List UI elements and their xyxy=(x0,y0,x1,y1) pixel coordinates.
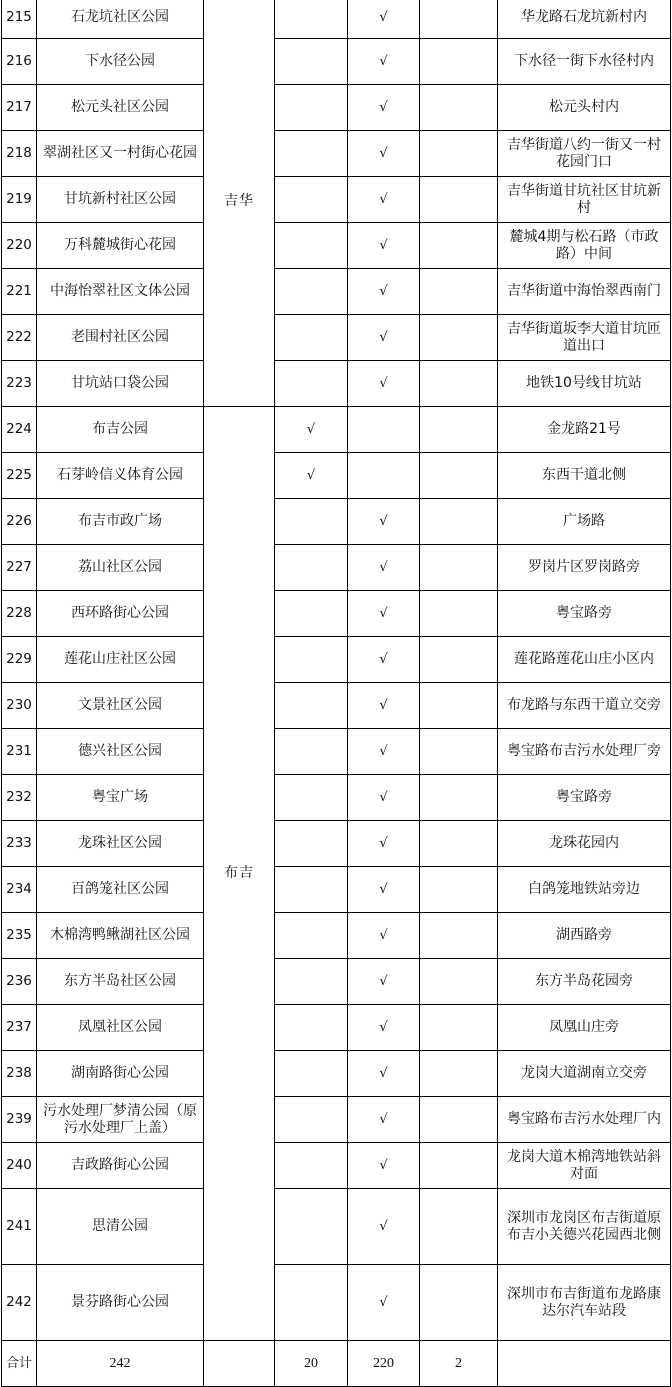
community-park-check: √ xyxy=(348,0,420,39)
park-name: 中海怡翠社区文体公园 xyxy=(37,269,204,315)
table-row xyxy=(2,913,671,959)
park-location: 松元头村内 xyxy=(498,85,671,131)
community-park-check: √ xyxy=(348,361,420,407)
table-row xyxy=(2,867,671,913)
table-row xyxy=(2,637,671,683)
table-row xyxy=(2,131,671,177)
row-number: 215 xyxy=(2,0,37,39)
table-row xyxy=(2,959,671,1005)
row-number: 238 xyxy=(2,1051,37,1097)
city-park-check xyxy=(275,1265,348,1341)
park-location: 凤凰山庄旁 xyxy=(498,1005,671,1051)
community-park-check: √ xyxy=(348,1189,420,1265)
table-row xyxy=(2,1189,671,1265)
park-location: 莲花路莲花山庄小区内 xyxy=(498,637,671,683)
city-park-check xyxy=(275,361,348,407)
park-location: 粤宝路布吉污水处理厂内 xyxy=(498,1097,671,1143)
community-park-check: √ xyxy=(348,269,420,315)
park-name: 荔山社区公园 xyxy=(37,545,204,591)
table-row xyxy=(2,361,671,407)
other-park-cell xyxy=(420,1143,498,1189)
park-location: 下水径一街下水径村内 xyxy=(498,39,671,85)
row-number: 225 xyxy=(2,453,37,499)
community-park-check: √ xyxy=(348,637,420,683)
community-park-check: √ xyxy=(348,913,420,959)
community-park-check: √ xyxy=(348,729,420,775)
city-park-check xyxy=(275,269,348,315)
table-row xyxy=(2,0,671,39)
total-label: 合计 xyxy=(2,1341,37,1387)
park-name: 百鸽笼社区公园 xyxy=(37,867,204,913)
table-row xyxy=(2,499,671,545)
community-park-check: √ xyxy=(348,177,420,223)
table-row xyxy=(2,1097,671,1143)
other-park-cell xyxy=(420,223,498,269)
community-park-check: √ xyxy=(348,499,420,545)
table-row xyxy=(2,545,671,591)
park-name: 湖南路街心公园 xyxy=(37,1051,204,1097)
park-location: 华龙路石龙坑新村内 xyxy=(498,0,671,39)
table-row xyxy=(2,453,671,499)
park-name: 龙珠社区公园 xyxy=(37,821,204,867)
park-name: 西环路街心公园 xyxy=(37,591,204,637)
row-number: 230 xyxy=(2,683,37,729)
table-row xyxy=(2,269,671,315)
row-number: 224 xyxy=(2,407,37,453)
park-name: 吉政路街心公园 xyxy=(37,1143,204,1189)
row-number: 233 xyxy=(2,821,37,867)
city-park-check xyxy=(275,131,348,177)
city-park-check xyxy=(275,315,348,361)
community-park-check: √ xyxy=(348,1143,420,1189)
other-park-cell xyxy=(420,131,498,177)
park-location: 罗岗片区罗岗路旁 xyxy=(498,545,671,591)
other-park-cell xyxy=(420,591,498,637)
park-location: 广场路 xyxy=(498,499,671,545)
other-park-cell xyxy=(420,361,498,407)
table-row xyxy=(2,1265,671,1341)
other-park-cell xyxy=(420,959,498,1005)
total-other-parks: 2 xyxy=(420,1341,498,1387)
table-row xyxy=(2,775,671,821)
park-table xyxy=(1,0,671,1387)
row-number: 241 xyxy=(2,1189,37,1265)
park-location: 麓城4期与松石路（市政路）中间 xyxy=(498,223,671,269)
row-number: 232 xyxy=(2,775,37,821)
community-park-check: √ xyxy=(348,867,420,913)
city-park-check xyxy=(275,959,348,1005)
table-row xyxy=(2,315,671,361)
park-name: 凤凰社区公园 xyxy=(37,1005,204,1051)
park-location: 深圳市龙岗区布吉街道原布吉小关德兴花园西北侧 xyxy=(498,1189,671,1265)
total-location-cell xyxy=(498,1341,671,1387)
park-location: 粤宝路旁 xyxy=(498,775,671,821)
city-park-check xyxy=(275,729,348,775)
table-row xyxy=(2,591,671,637)
park-location: 地铁10号线甘坑站 xyxy=(498,361,671,407)
other-park-cell xyxy=(420,1051,498,1097)
park-location: 深圳市布吉街道布龙路康达尔汽车站段 xyxy=(498,1265,671,1341)
table-row xyxy=(2,39,671,85)
row-number: 227 xyxy=(2,545,37,591)
community-park-check: √ xyxy=(348,1005,420,1051)
park-name: 翠湖社区又一村街心花园 xyxy=(37,131,204,177)
community-park-check: √ xyxy=(348,39,420,85)
total-city-parks: 20 xyxy=(275,1341,348,1387)
park-name: 莲花山庄社区公园 xyxy=(37,637,204,683)
other-park-cell xyxy=(420,913,498,959)
other-park-cell xyxy=(420,499,498,545)
community-park-check: √ xyxy=(348,775,420,821)
other-park-cell xyxy=(420,729,498,775)
other-park-cell xyxy=(420,453,498,499)
row-number: 228 xyxy=(2,591,37,637)
park-location: 东西干道北侧 xyxy=(498,453,671,499)
park-name: 污水处理厂梦清公园（原污水处理厂上盖） xyxy=(37,1097,204,1143)
park-name: 石芽岭信义体育公园 xyxy=(37,453,204,499)
total-count: 242 xyxy=(37,1341,204,1387)
table-row xyxy=(2,177,671,223)
city-park-check: √ xyxy=(275,453,348,499)
park-name: 布吉公园 xyxy=(37,407,204,453)
community-park-check: √ xyxy=(348,1265,420,1341)
park-location: 吉华街道坂李大道甘坑匝道出口 xyxy=(498,315,671,361)
other-park-cell xyxy=(420,775,498,821)
city-park-check xyxy=(275,1005,348,1051)
park-location: 粤宝路布吉污水处理厂旁 xyxy=(498,729,671,775)
row-number: 217 xyxy=(2,85,37,131)
city-park-check xyxy=(275,1189,348,1265)
row-number: 234 xyxy=(2,867,37,913)
other-park-cell xyxy=(420,407,498,453)
park-name: 景芬路街心公园 xyxy=(37,1265,204,1341)
park-name: 石龙坑社区公园 xyxy=(37,0,204,39)
park-name: 老围村社区公园 xyxy=(37,315,204,361)
park-location: 东方半岛花园旁 xyxy=(498,959,671,1005)
other-park-cell xyxy=(420,39,498,85)
city-park-check xyxy=(275,1143,348,1189)
park-location: 龙珠花园内 xyxy=(498,821,671,867)
city-park-check xyxy=(275,499,348,545)
row-number: 240 xyxy=(2,1143,37,1189)
park-location: 吉华街道甘坑社区甘坑新村 xyxy=(498,177,671,223)
other-park-cell xyxy=(420,1005,498,1051)
community-park-check: √ xyxy=(348,85,420,131)
community-park-check: √ xyxy=(348,131,420,177)
community-park-check: √ xyxy=(348,315,420,361)
park-location: 金龙路21号 xyxy=(498,407,671,453)
other-park-cell xyxy=(420,269,498,315)
city-park-check xyxy=(275,0,348,39)
city-park-check xyxy=(275,39,348,85)
city-park-check xyxy=(275,1097,348,1143)
city-park-check xyxy=(275,223,348,269)
other-park-cell xyxy=(420,683,498,729)
row-number: 216 xyxy=(2,39,37,85)
park-name: 甘坑站口袋公园 xyxy=(37,361,204,407)
park-location: 龙岗大道木棉湾地铁站斜对面 xyxy=(498,1143,671,1189)
park-name: 木棉湾鸭鳅湖社区公园 xyxy=(37,913,204,959)
row-number: 222 xyxy=(2,315,37,361)
total-row xyxy=(2,1341,671,1387)
row-number: 236 xyxy=(2,959,37,1005)
row-number: 219 xyxy=(2,177,37,223)
park-name: 松元头社区公园 xyxy=(37,85,204,131)
table-body xyxy=(2,0,671,1387)
community-park-check: √ xyxy=(348,821,420,867)
row-number: 242 xyxy=(2,1265,37,1341)
city-park-check xyxy=(275,867,348,913)
park-name: 东方半岛社区公园 xyxy=(37,959,204,1005)
other-park-cell xyxy=(420,545,498,591)
park-location: 布龙路与东西干道立交旁 xyxy=(498,683,671,729)
park-location: 吉华街道中海怡翠西南门 xyxy=(498,269,671,315)
total-street-cell xyxy=(204,1341,275,1387)
city-park-check xyxy=(275,177,348,223)
other-park-cell xyxy=(420,1265,498,1341)
row-number: 226 xyxy=(2,499,37,545)
city-park-check xyxy=(275,591,348,637)
community-park-check: √ xyxy=(348,683,420,729)
street-cell-buji: 布吉 xyxy=(204,407,275,1341)
row-number: 235 xyxy=(2,913,37,959)
row-number: 220 xyxy=(2,223,37,269)
community-park-check: √ xyxy=(348,1051,420,1097)
table-row xyxy=(2,1005,671,1051)
other-park-cell xyxy=(420,0,498,39)
park-name: 下水径公园 xyxy=(37,39,204,85)
park-name: 粤宝广场 xyxy=(37,775,204,821)
city-park-check: √ xyxy=(275,407,348,453)
table-row xyxy=(2,407,671,453)
other-park-cell xyxy=(420,867,498,913)
other-park-cell xyxy=(420,1097,498,1143)
city-park-check xyxy=(275,637,348,683)
other-park-cell xyxy=(420,85,498,131)
street-cell-jihua: 吉华 xyxy=(204,0,275,407)
other-park-cell xyxy=(420,637,498,683)
row-number: 239 xyxy=(2,1097,37,1143)
community-park-check: √ xyxy=(348,545,420,591)
row-number: 229 xyxy=(2,637,37,683)
table-row xyxy=(2,85,671,131)
community-park-check: √ xyxy=(348,591,420,637)
row-number: 221 xyxy=(2,269,37,315)
row-number: 237 xyxy=(2,1005,37,1051)
community-park-check: √ xyxy=(348,959,420,1005)
table-row xyxy=(2,729,671,775)
total-community-parks: 220 xyxy=(348,1341,420,1387)
park-location: 湖西路旁 xyxy=(498,913,671,959)
table-row xyxy=(2,1143,671,1189)
city-park-check xyxy=(275,775,348,821)
table-row xyxy=(2,223,671,269)
city-park-check xyxy=(275,683,348,729)
city-park-check xyxy=(275,545,348,591)
park-name: 万科麓城街心花园 xyxy=(37,223,204,269)
other-park-cell xyxy=(420,177,498,223)
community-park-check xyxy=(348,407,420,453)
city-park-check xyxy=(275,85,348,131)
park-name: 甘坑新村社区公园 xyxy=(37,177,204,223)
community-park-check: √ xyxy=(348,1097,420,1143)
park-name: 思清公园 xyxy=(37,1189,204,1265)
park-name: 德兴社区公园 xyxy=(37,729,204,775)
row-number: 223 xyxy=(2,361,37,407)
park-location: 吉华街道八约一街又一村花园门口 xyxy=(498,131,671,177)
park-location: 白鸽笼地铁站旁边 xyxy=(498,867,671,913)
community-park-check: √ xyxy=(348,223,420,269)
city-park-check xyxy=(275,913,348,959)
community-park-check xyxy=(348,453,420,499)
table-row xyxy=(2,1051,671,1097)
row-number: 231 xyxy=(2,729,37,775)
city-park-check xyxy=(275,1051,348,1097)
other-park-cell xyxy=(420,315,498,361)
park-location: 龙岗大道湖南立交旁 xyxy=(498,1051,671,1097)
other-park-cell xyxy=(420,821,498,867)
park-name: 布吉市政广场 xyxy=(37,499,204,545)
table-row xyxy=(2,683,671,729)
city-park-check xyxy=(275,821,348,867)
row-number: 218 xyxy=(2,131,37,177)
table-row xyxy=(2,821,671,867)
other-park-cell xyxy=(420,1189,498,1265)
park-name: 文景社区公园 xyxy=(37,683,204,729)
park-location: 粤宝路旁 xyxy=(498,591,671,637)
